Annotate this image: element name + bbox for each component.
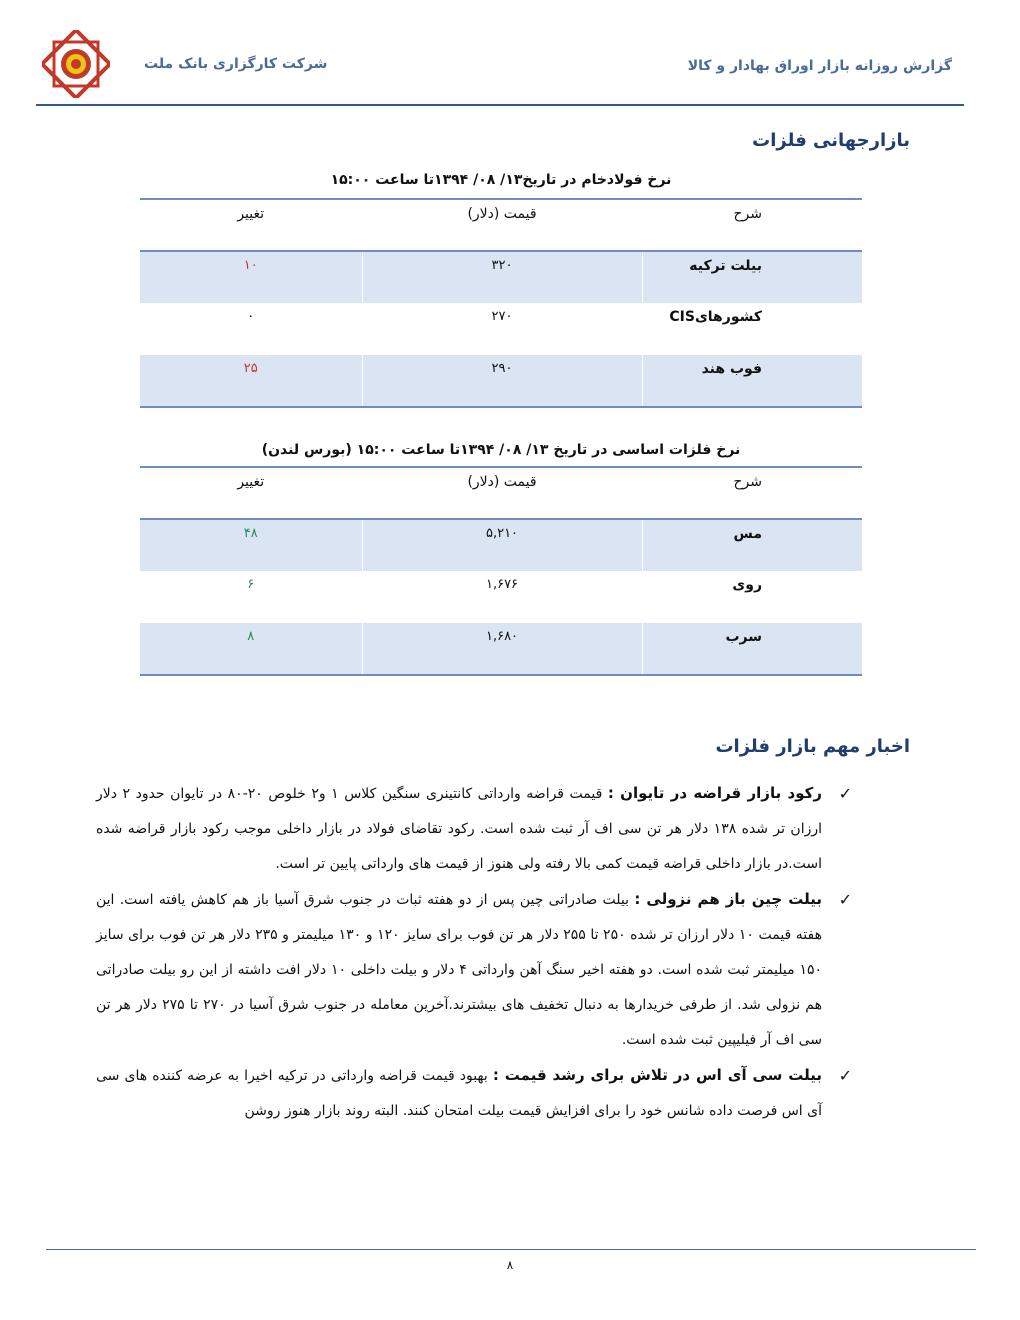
page-number: ۸ (506, 1258, 514, 1272)
col-header-change: تغییر (140, 199, 362, 251)
page-header (36, 28, 964, 106)
section-title-metals: بازارجهانی فلزات (752, 130, 910, 151)
row-price: ۱,۶۸۰ (362, 623, 642, 675)
row-price: ۳۲۰ (362, 251, 642, 303)
section-title-news: اخبار مهم بازار فلزات (715, 736, 910, 757)
list-item (96, 776, 852, 882)
row-price: ۲۷۰ (362, 303, 642, 355)
row-change: ۶ (247, 577, 255, 592)
row-change: ۴۸ (140, 519, 362, 571)
row-name: مس (642, 519, 862, 571)
col-header-name: شرح (642, 199, 862, 251)
news-body: قیمت قراضه وارداتی کانتینری سنگین کلاس ۱ و۲ خلوص ۲۰-۸۰ در تایوان حدود ۲ دلار ارزان تر شده ۱۳۸ دلار هر تن سی اف آر ثبت شده است. رکود تقاضای فولاد در بازار داخلی موجب رکود بازار قراضه شده است.در بازار داخلی قراضه قیمت کمی بالا رفته ولی هنوز از قیمت های وارداتی پایین تر است. (96, 786, 823, 872)
row-change: ۰ (247, 309, 255, 324)
checkmark-icon: ✓ (838, 1066, 852, 1085)
news-body: بیلت صادراتی چین پس از دو هفته ثبات در جنوب شرق آسیا باز هم کاهش یافته است. این هفته قیمت ۱۰ دلار ارزان تر شده ۲۵۰ تا ۲۵۵ دلار هر تن فوب برای سایز ۱۲۰ و ۱۳۰ میلیمتر و ۲۳۵ دلار هر تن فوب برای سایز ۱۵۰ میلیمتر ثبت شده است. دو هفته اخیر سنگ آهن وارداتی ۴ دلار و بیلت داخلی ۱۰ دلار افت داشته از این رو بیلت صادراتی هم نزولی شد. از طرفی خریدارها به دنبال تخفیف های بیشترند.آخرین معامله در جنوب شرق آسیا در ۲۷۰ تا ۲۷۵ دلار هر تن سی اف آر فیلیپین ثبت شده است. (96, 892, 823, 1048)
base-metals-price-table (140, 466, 862, 676)
row-name: روی (732, 577, 762, 593)
row-price: ۵,۲۱۰ (362, 519, 642, 571)
row-name: بیلت ترکیه (642, 251, 862, 303)
list-item (96, 1058, 852, 1129)
news-headline: بیلت سی آی اس در تلاش برای رشد قیمت : (492, 1066, 823, 1084)
col-header-change: تغییر (140, 467, 362, 519)
news-headline: بیلت چین باز هم نزولی : (634, 890, 822, 908)
news-headline: رکود بازار قراضه در تایوان : (607, 784, 822, 802)
table-row (140, 623, 862, 675)
col-header-price: قیمت (دلار) (362, 467, 642, 519)
checkmark-icon: ✓ (838, 890, 852, 909)
base-metals-table-caption: نرخ فلزات اساسی در تاریخ ۱۳/ ۰۸/ ۱۳۹۴تا ساعت ۱۵:۰۰ (بورس لندن) (261, 442, 741, 458)
table-row (140, 251, 862, 303)
table-row (140, 519, 862, 571)
row-name: فوب هند (642, 355, 862, 407)
table-row (140, 571, 862, 623)
list-item (96, 882, 852, 1058)
table-row (140, 303, 862, 355)
row-price: ۱,۶۷۶ (362, 571, 642, 623)
row-price: ۲۹۰ (362, 355, 642, 407)
table-header-row (140, 467, 862, 519)
footer-divider (46, 1249, 976, 1250)
table-header-row (140, 199, 862, 251)
row-change: ۲۵ (140, 355, 362, 407)
col-header-price: قیمت (دلار) (362, 199, 642, 251)
row-name: کشورهایCIS (669, 309, 762, 325)
steel-price-table (140, 198, 862, 408)
bank-mellat-logo (42, 30, 110, 98)
row-name: سرب (642, 623, 862, 675)
row-change: ۸ (140, 623, 362, 675)
table-row (140, 355, 862, 407)
news-list (96, 776, 852, 1129)
col-header-name: شرح (642, 467, 862, 519)
news-body: بهبود قیمت قراضه وارداتی در ترکیه اخیرا به عرضه کننده های سی آی اس فرصت داده شانس خود را برای افزایش قیمت بیلت امتحان کنند. البته روند بازار هنوز روشن (96, 1068, 822, 1119)
checkmark-icon: ✓ (838, 784, 852, 803)
steel-table-caption: نرخ فولادخام در تاریخ۱۳/ ۰۸/ ۱۳۹۴تا ساعت ۱۵:۰۰ (330, 172, 672, 188)
row-change: ۱۰ (140, 251, 362, 303)
company-name: شرکت کارگزاری بانک ملت (144, 56, 328, 72)
report-title: گزارش روزانه بازار اوراق بهادار و کالا (687, 58, 952, 74)
